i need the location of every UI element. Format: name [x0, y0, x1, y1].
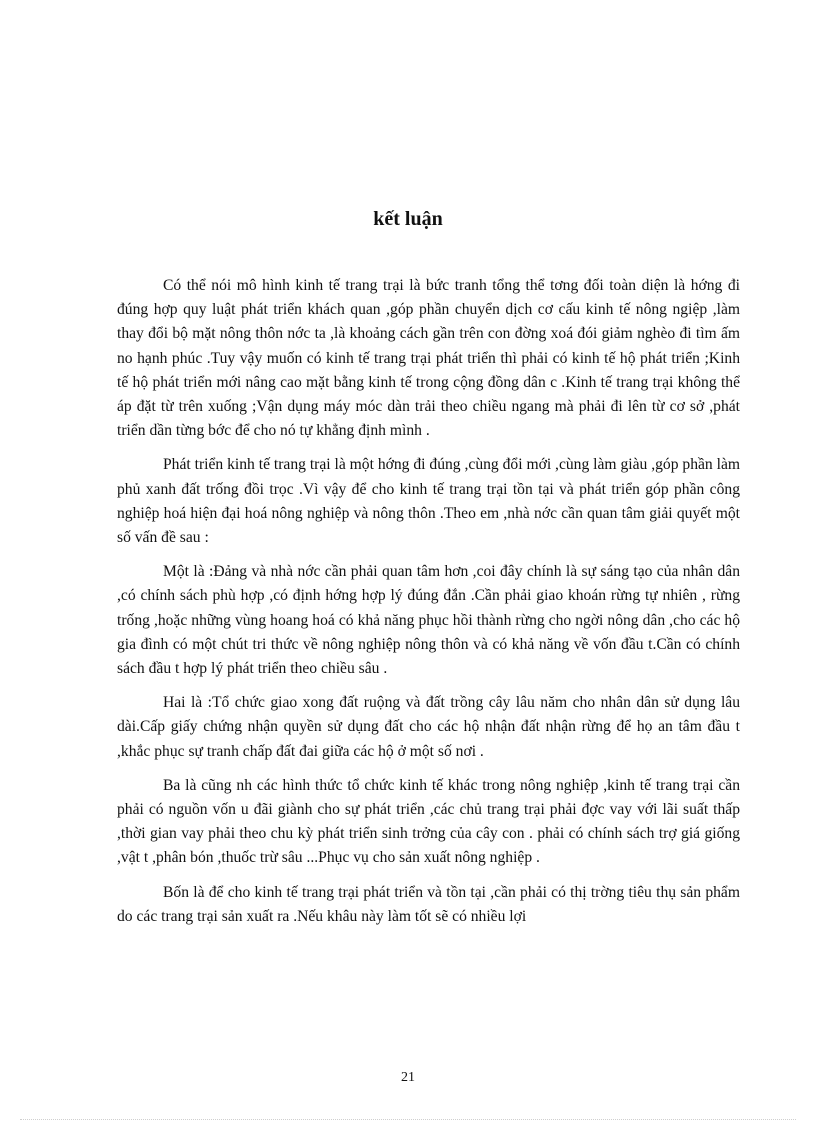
page-number: 21 — [401, 1070, 415, 1085]
page-bottom-divider — [20, 1119, 796, 1120]
paragraph-point-one: Một là :Đảng và nhà nớc cần phải quan tâm hơn ,coi đây chính là sự sáng tạo của nhân dân ,có chính sách phù hợp ,có định hớng hợp lý đúng đắn .Cần phải giao khoán rừng tự nhiên , rừng trống ,hoặc những vùng hoang hoá có khả năng phục hồi thành rừng cho ngời nông dân ,cho các hộ gia đình có một chút tri thức về nông nghiệp nông thôn và có khả năng về vốn đầu t.Cần có chính sách đầu t hợp lý phát triển theo chiều sâu . — [117, 563, 740, 678]
paragraph-point-two: Hai là :Tổ chức giao xong đất ruộng và đất trồng cây lâu năm cho nhân dân sử dụng lâu dài.Cấp giấy chứng nhận quyền sử dụng đất cho các hộ nhận đất nhận rừng để họ an tâm đầu t ,khắc phục sự tranh chấp đất đai giữa các hộ ở một số nơi . — [117, 694, 740, 760]
body-text — [117, 274, 740, 939]
paragraph-intro: Có thể nói mô hình kinh tế trang trại là bức tranh tổng thể tơng đối toàn diện là hớng đi đúng hợp quy luật phát triển khách quan ,góp phần chuyển dịch cơ cấu kinh tế nông ngiệp ,làm thay đổi bộ mặt nông thôn nớc ta ,là khoảng cách gần trên con đờng xoá đói giảm nghèo đi tìm ấm no hạnh phúc .Tuy vậy muốn có kinh tế trang trại phát triển thì phải có kinh tế hộ phát triển ;Kinh tế hộ phát triển mới nâng cao mặt bằng kinh tế trong cộng đồng dân c .Kinh tế trang trại không thể áp đặt từ trên xuống ;Vận dụng máy móc dàn trải theo chiều ngang mà phải đi lên từ cơ sở ,phát triển dần từng bớc để cho nó tự khẳng định mình . — [117, 277, 740, 440]
page-title: kết luận — [373, 208, 443, 230]
paragraph-development: Phát triển kinh tế trang trại là một hớng đi đúng ,cùng đổi mới ,cùng làm giàu ,góp phần làm phủ xanh đất trống đồi trọc .Vì vậy để cho kinh tế trang trại tồn tại và phát triển góp phần công nghiệp hoá hiện đại hoá nông nghiệp và nông thôn .Theo em ,nhà nớc cần quan tâm giải quyết một số vấn đề sau : — [117, 456, 740, 547]
paragraph-point-three: Ba là cũng nh các hình thức tổ chức kinh tế khác trong nông nghiệp ,kinh tế trang trại cần phải có nguồn vốn u đãi giành cho sự phát triển ,các chủ trang trại phải đợc vay với lãi suất thấp ,thời gian vay phải theo chu kỳ phát triển sinh trởng của cây con . phải có chính sách trợ giá giống ,vật t ,phân bón ,thuốc trừ sâu ...Phục vụ cho sản xuất nông nghiệp . — [117, 776, 740, 867]
paragraph-point-four: Bốn là để cho kinh tế trang trại phát triển và tồn tại ,cần phải có thị trờng tiêu thụ sản phẩm do các trang trại sản xuất ra .Nếu khâu này làm tốt sẽ có nhiều lợi — [117, 883, 740, 925]
